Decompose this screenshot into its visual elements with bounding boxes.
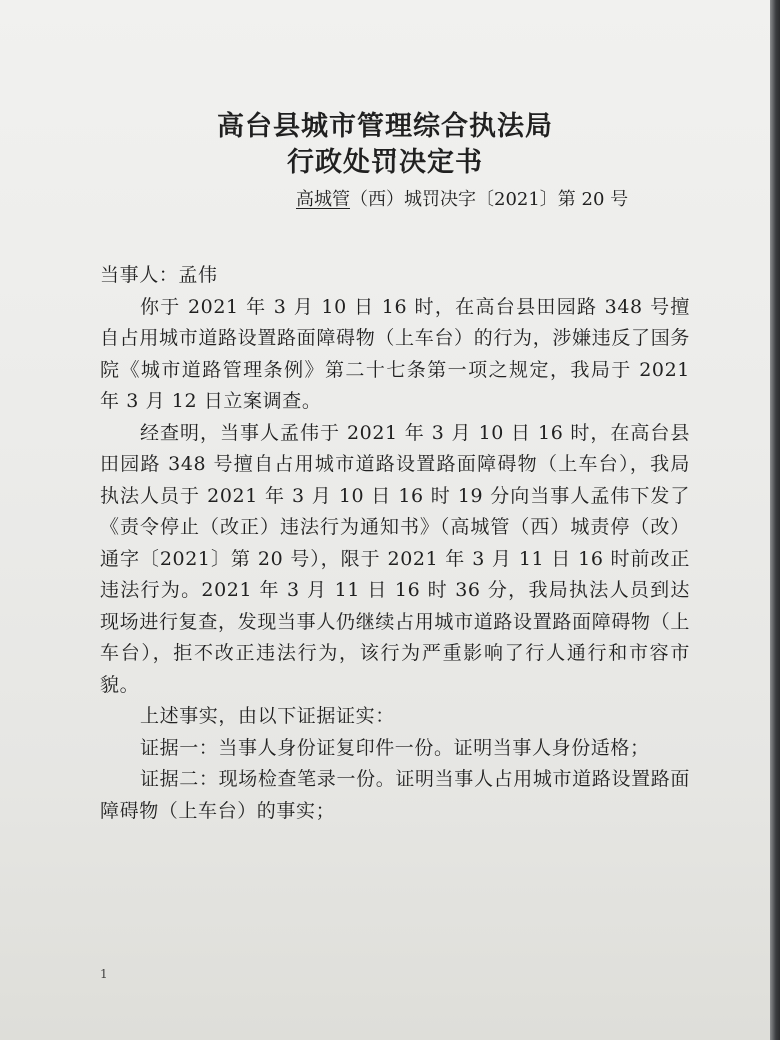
agency-title: 高台县城市管理综合执法局 [217, 111, 553, 142]
photo-background-edge [770, 0, 780, 1040]
paragraph-evidence-2: 证据二：现场检查笔录一份。证明当事人占用城市道路设置路面障碍物（上车台）的事实； [100, 768, 690, 822]
page-number: 1 [100, 967, 108, 981]
paragraph-case-summary: 你于 2021 年 3 月 10 日 16 时，在高台县田园路 348 号擅自占用城市道路设置路面障碍物（上车台）的行为，涉嫌违反了国务院《城市道路管理条例》第二十七条第一项之规定，我局于 2021 年 3 月 12 日立案调查。 [100, 295, 690, 412]
paragraph-findings: 经查明，当事人孟伟于 2021 年 3 月 10 日 16 时，在高台县田园路 348 号擅自占用城市道路设置路面障碍物（上车台），我局执法人员于 2021 年 3 月 10 日 16 时 19 分向当事人孟伟下发了《责令停止（改正）违法行为通知书》（高城管（西）城责停（改）通字〔2021〕第 20 号），限于 2021 年 3 月 11 日 16 时前改正违法行为。2021 年 3 月 11 日 16 时 36 分，我局执法人员到达现场进行复查，发现当事人仍继续占用城市道路设置路面障碍物（上车台），拒不改正违法行为，该行为严重影响了行人通行和市容市貌。 [100, 421, 690, 696]
document-number-rest: （西）城罚决字〔2021〕第 20 号 [350, 189, 629, 210]
document-body [100, 260, 690, 827]
paragraph-evidence-1: 证据一：当事人身份证复印件一份。证明当事人身份适格； [140, 736, 650, 759]
document-title: 行政处罚决定书 [287, 147, 483, 178]
document-number-prefix: 高城管 [296, 189, 350, 210]
party-line: 当事人：孟伟 [100, 264, 218, 286]
document-number [296, 185, 628, 211]
paragraph-evidence-intro: 上述事实，由以下证据证实： [140, 705, 395, 727]
